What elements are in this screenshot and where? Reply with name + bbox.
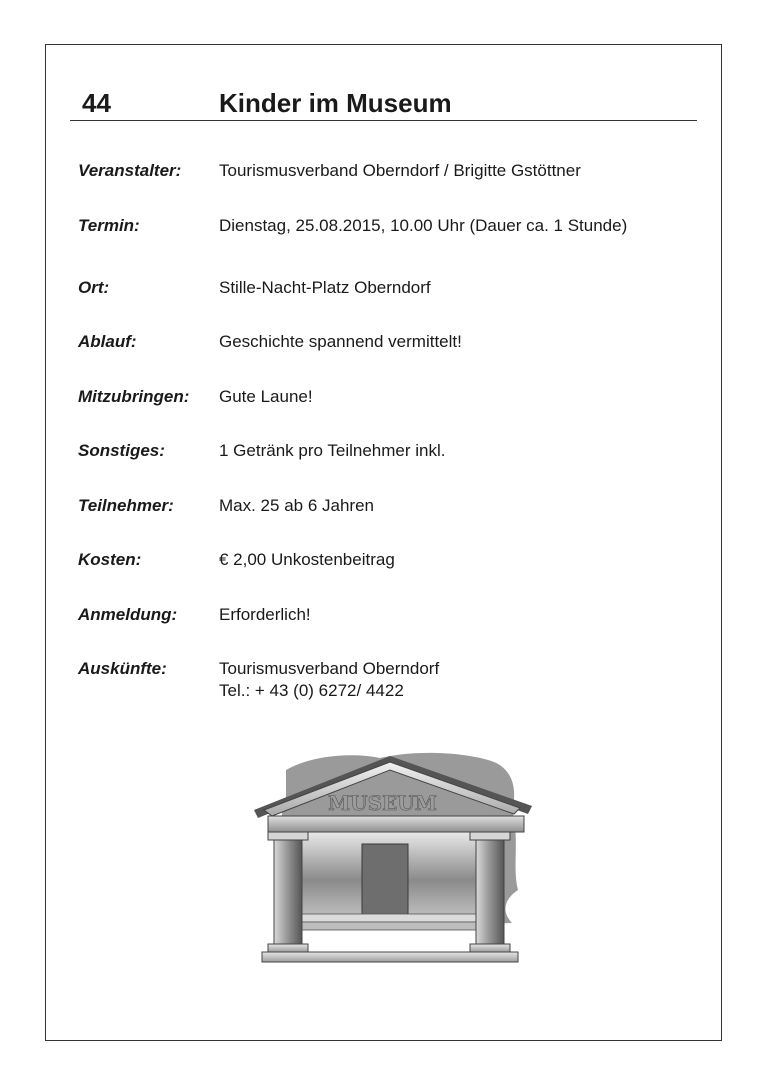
page-header [70, 86, 697, 121]
info-value-line: Max. 25 ab 6 Jahren [219, 496, 374, 515]
info-value [219, 160, 581, 182]
info-value-line: Tel.: + 43 (0) 6272/ 4422 [219, 681, 404, 700]
info-value-line: € 2,00 Unkostenbeitrag [219, 550, 395, 569]
info-value [219, 549, 395, 571]
info-label: Sonstiges: [78, 441, 165, 460]
info-value-line: Erforderlich! [219, 605, 311, 624]
info-label: Mitzubringen: [78, 387, 190, 406]
info-label: Kosten: [78, 550, 142, 569]
info-label: Anmeldung: [78, 605, 178, 624]
info-value-line: Tourismusverband Oberndorf / Brigitte Gstöttner [219, 161, 581, 180]
info-label: Auskünfte: [78, 659, 167, 678]
info-value-line: Geschichte spannend vermittelt! [219, 332, 462, 351]
page-number: 44 [82, 88, 111, 118]
info-label: Veranstalter: [78, 161, 182, 180]
info-value [219, 604, 311, 626]
info-label: Termin: [78, 216, 140, 235]
info-value [219, 386, 313, 408]
info-value [219, 658, 439, 702]
museum-sign-text: MUSEUM [328, 791, 437, 815]
info-value-line: Stille-Nacht-Platz Oberndorf [219, 278, 431, 297]
info-value [219, 331, 462, 353]
info-label: Ablauf: [78, 332, 137, 351]
info-value [219, 440, 445, 462]
info-value-line: Gute Laune! [219, 387, 313, 406]
info-value-line: Dienstag, 25.08.2015, 10.00 Uhr (Dauer ca. 1 Stunde) [219, 216, 628, 235]
museum-icon [250, 748, 540, 978]
info-value [219, 277, 431, 299]
info-value-line: Tourismusverband Oberndorf [219, 659, 440, 678]
info-value-line: 1 Getränk pro Teilnehmer inkl. [219, 441, 446, 460]
page-title: Kinder im Museum [219, 88, 452, 118]
info-label: Ort: [78, 278, 110, 297]
info-value [219, 215, 627, 237]
info-label: Teilnehmer: [78, 496, 174, 515]
info-value [219, 495, 374, 517]
